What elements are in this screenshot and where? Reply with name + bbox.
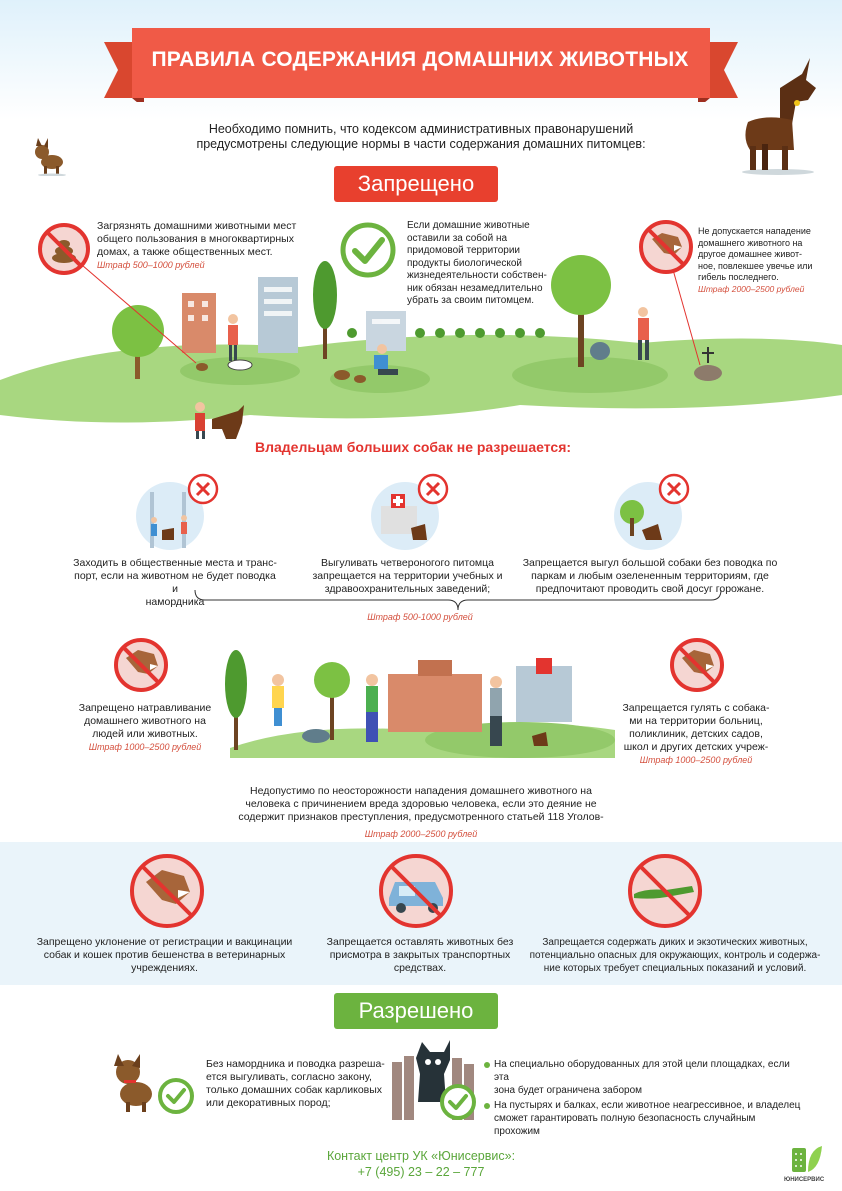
rule-registration	[32, 936, 297, 975]
rule-line: Без намордника и поводка разреша-	[206, 1058, 385, 1070]
no-dog-attack-icon	[112, 636, 170, 694]
rule-cleanup	[407, 220, 557, 308]
fenced-dog-illustration	[392, 1034, 482, 1124]
rule-line: Если домашние животные	[407, 220, 530, 231]
no-poop-icon	[37, 222, 91, 276]
no-dog-attack-icon	[638, 219, 694, 275]
rule-line: предпочитают проводить свой досуг горожане.	[535, 583, 765, 595]
rule-line: ется выгуливать, согласно закону,	[206, 1071, 372, 1083]
public-place-illustration	[130, 472, 220, 552]
allowed-bullet	[484, 1099, 804, 1138]
rule-exotic-animals	[525, 936, 825, 975]
contact-phone[interactable]: +7 (495) 23 – 22 – 777	[357, 1165, 485, 1179]
contact-block	[250, 1148, 592, 1180]
rule-line: Заходить в общественные места и транс-	[73, 557, 277, 569]
rule-line: другое домашнее живот-	[698, 249, 803, 259]
doberman-illustration	[736, 58, 820, 176]
big-dogs-heading: Владельцам больших собак не разрешается:	[255, 439, 572, 455]
fine-text: Штраф 2000–2500 рублей	[364, 829, 478, 839]
park-illustration	[608, 472, 698, 552]
bracket-divider	[193, 590, 723, 614]
fine-text: Штраф 2000–2500 рублей	[698, 283, 805, 294]
rule-line: запрещается на территории учебных и	[312, 570, 503, 582]
bullet-dot-icon	[484, 1103, 490, 1109]
rule-pollution	[97, 220, 297, 272]
rule-line: продукты биологической	[407, 257, 522, 269]
rule-line: собак и кошек против бешенства в ветеринарных	[43, 949, 286, 961]
rule-line: гибель последнего.	[698, 272, 779, 282]
rule-line: Выгуливать четвероногого питомца	[321, 557, 494, 569]
rule-line: учреждениях.	[131, 962, 198, 974]
company-logo-text: ЮНИСЕРВИС	[784, 1177, 825, 1183]
small-dog-allowed-illustration	[104, 1050, 194, 1116]
prohibited-label: Запрещено	[334, 166, 498, 202]
school-hospital-illustration	[365, 472, 455, 552]
rule-line: паркам и любым озелененным территориям, где	[531, 570, 769, 582]
rule-line: Недопустимо по неосторожности нападения домашнего животного на	[250, 785, 592, 797]
rule-line: На пустырях и балках, если животное неагрессивное, и владелец	[494, 1100, 801, 1111]
rule-line: придомовой территории	[407, 245, 521, 256]
allowed-rule-small-breeds	[206, 1058, 386, 1110]
rule-line: содержит признаков преступления, предусмотренного статьей 118 Уголов-	[238, 811, 604, 823]
bullet-dot-icon	[484, 1062, 490, 1068]
intro-line: Необходимо помнить, что кодексом административных правонарушений	[208, 122, 634, 136]
allowed-label: Разрешено	[334, 993, 498, 1029]
rule-line: убрать за своим питомцем.	[407, 295, 534, 306]
rule-line: только домашних собак карликовых	[206, 1084, 383, 1096]
rule-line: Запрещается содержать диких и экзотических животных,	[542, 937, 808, 948]
rule-line: средствах.	[393, 962, 447, 974]
rule-line: школ и других детских учреж-	[623, 741, 769, 753]
rule-line: ное, повлекшее увечье или	[698, 260, 813, 271]
rule-line: оставили за собой на	[407, 232, 508, 244]
check-icon	[340, 222, 396, 278]
rule-line: поликлиник, детских садов,	[629, 728, 763, 740]
rule-negligence	[215, 785, 627, 841]
rule-line: Запрещено натравливание	[78, 702, 212, 714]
allowed-bullets	[484, 1058, 804, 1138]
page-title: ПРАВИЛА СОДЕРЖАНИЯ ДОМАШНИХ ЖИВОТНЫХ	[151, 48, 689, 71]
rule-line: Запрещается оставлять животных без	[326, 936, 514, 948]
intro-text	[150, 122, 692, 152]
rule-closed-vehicle	[320, 936, 520, 975]
small-dog-illustration	[30, 138, 72, 176]
rule-line: людей или животных.	[92, 728, 198, 740]
intro-line: предусмотрены следующие нормы в части содержания домашних питомцев:	[196, 137, 646, 151]
rule-line: Запрещается гулять с собака-	[622, 702, 770, 714]
rule-line: намордника	[145, 596, 205, 608]
rule-line: сможет гарантировать полную безопасность случайным прохожим	[494, 1113, 756, 1137]
rule-line: ник обязан незамедлительно	[407, 282, 543, 294]
no-dog-attack-icon	[128, 852, 206, 930]
rule-line: зона будет ограничена забором	[494, 1085, 643, 1096]
rule-line: домашнего животного на	[698, 237, 803, 248]
rule-line: Загрязнять домашними животными мест	[97, 220, 297, 232]
rule-incitement	[70, 702, 220, 754]
rule-line: присмотра в закрытых транспортных	[329, 949, 511, 961]
no-dog-attack-icon	[668, 636, 726, 694]
rule-walk-territory	[616, 702, 776, 767]
rule-line: здравоохранительных заведений;	[324, 583, 491, 595]
rule-line: жизнедеятельности собствен-	[407, 270, 547, 281]
allowed-bullet	[484, 1058, 804, 1097]
middle-scene-illustration	[220, 640, 620, 760]
rule-line: потенциально опасных для окружающих, контроль и содержа-	[529, 950, 821, 961]
no-snake-crocodile-icon	[626, 852, 704, 930]
fine-text: Штраф 1000–2500 рублей	[639, 755, 753, 765]
fine-text: Штраф 500–1000 рублей	[97, 260, 205, 270]
no-car-icon	[377, 852, 455, 930]
rule-line: ми на территории больниц,	[629, 715, 763, 727]
rule-line: Запрещается выгул большой собаки без поводка по	[522, 557, 778, 569]
rule-line: домашнего животного на	[84, 715, 206, 727]
rule-line: порт, если на животном не будет поводка и	[74, 570, 276, 595]
rule-line: На специально оборудованных для этой цели площадках, если эта	[494, 1059, 790, 1083]
rule-line: или декоративных пород;	[206, 1097, 331, 1109]
rule-line: ние которых требует специальных показаний и условий.	[543, 963, 807, 974]
big-dogs-fine: Штраф 500-1000 рублей	[367, 612, 473, 622]
contact-label: Контакт центр УК «Юнисервис»:	[326, 1149, 516, 1163]
rule-line: Не допускается нападение	[698, 226, 811, 236]
rule-line: Запрещено уклонение от регистрации и вакцинации	[36, 936, 293, 948]
company-logo-icon	[790, 1144, 824, 1176]
rule-pet-attack	[698, 226, 838, 295]
fine-text: Штраф 1000–2500 рублей	[88, 742, 202, 752]
rule-line: домах, а также общественных мест.	[97, 246, 273, 258]
rule-line: человека с причинением вреда здоровью человека, если это деяние не	[245, 798, 597, 810]
rule-line: общего пользования в многоквартирных	[97, 233, 294, 245]
